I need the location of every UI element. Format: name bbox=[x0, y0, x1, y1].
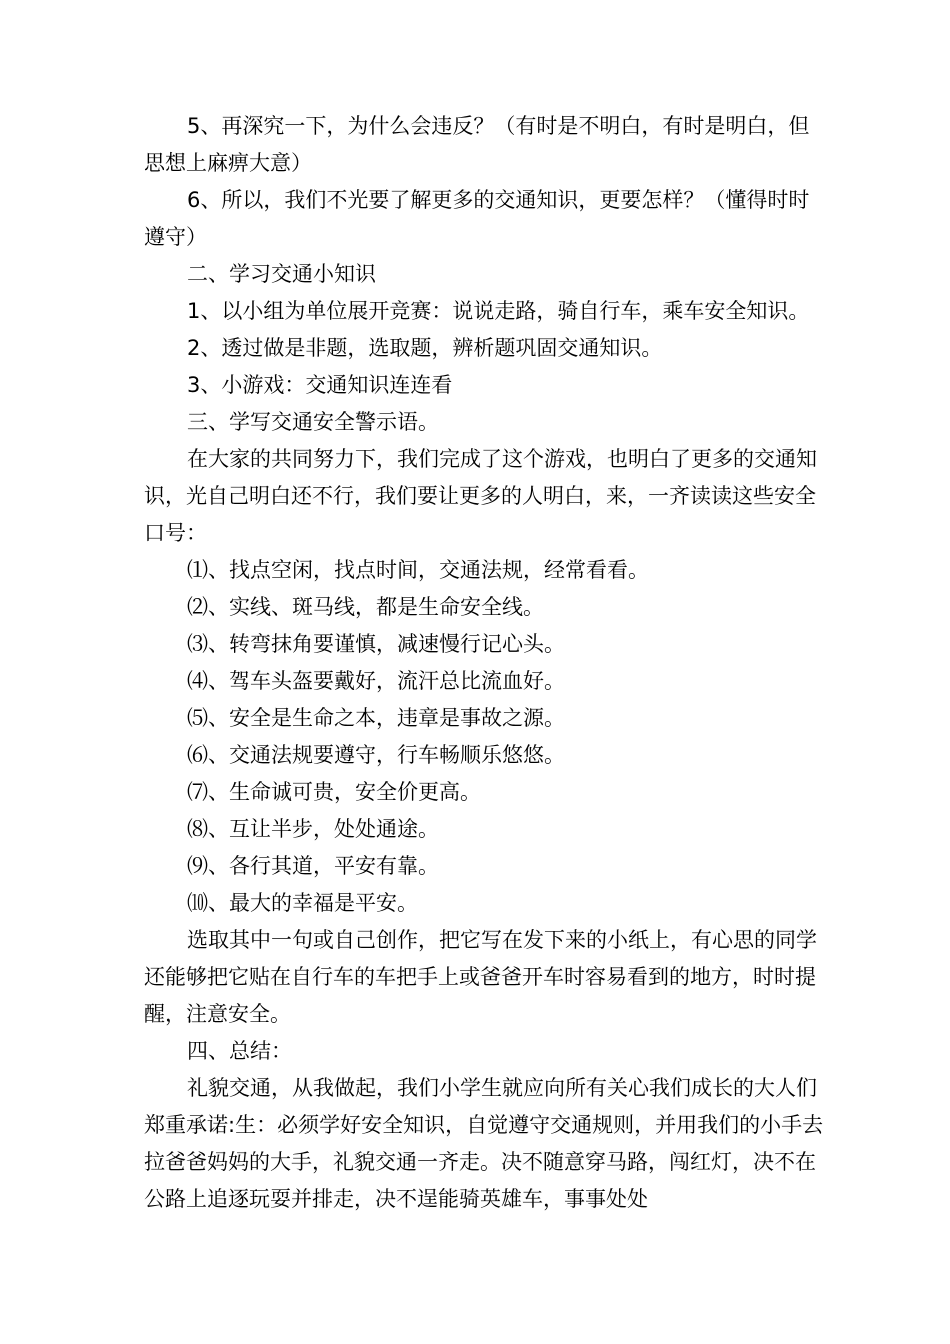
slogan-item-4: ⑷、驾车头盔要戴好，流汗总比流血好。 bbox=[187, 669, 565, 693]
slogan-item-9: ⑼、各行其道，平安有靠。 bbox=[187, 854, 439, 878]
document-body bbox=[144, 108, 824, 1218]
paragraph-item-2: 2、透过做是非题，选取题，辨析题巩固交通知识。 bbox=[187, 336, 663, 360]
paragraph-choose-slogan: 选取其中一句或自己创作，把它写在发下来的小纸上，有心思的同学还能够把它贴在自行车的车把手上或爸爸开车时容易看到的地方，时时提醒，注意安全。 bbox=[144, 928, 817, 1026]
section-heading-4: 四、总结： bbox=[187, 1039, 292, 1063]
section-heading-3: 三、学写交通安全警示语。 bbox=[187, 410, 439, 434]
slogan-item-7: ⑺、生命诚可贵，安全价更高。 bbox=[187, 780, 481, 804]
paragraph-item-1: 1、以小组为单位展开竞赛：说说走路，骑自行车，乘车安全知识。 bbox=[187, 299, 810, 323]
slogan-item-5: ⑸、安全是生命之本，违章是事故之源。 bbox=[187, 706, 565, 730]
paragraph-summary: 礼貌交通，从我做起，我们小学生就应向所有关心我们成长的大人们郑重承诺:生：必须学好安全知识，自觉遵守交通规则，并用我们的小手去拉爸爸妈妈的大手，礼貌交通一齐走。决不随意穿马路，闯红灯，决不在公路上追逐玩耍并排走，决不逞能骑英雄车，事事处处 bbox=[144, 1076, 824, 1211]
slogan-item-3: ⑶、转弯抹角要谨慎，减速慢行记心头。 bbox=[187, 632, 565, 656]
paragraph-question-6: 6、所以，我们不光要了解更多的交通知识，更要怎样？（懂得时时遵守） bbox=[144, 188, 810, 249]
paragraph-item-3: 3、小游戏：交通知识连连看 bbox=[187, 373, 453, 397]
slogan-item-8: ⑻、互让半步，处处通途。 bbox=[187, 817, 439, 841]
slogan-item-10: ⑽、最大的幸福是平安。 bbox=[187, 891, 418, 915]
paragraph-question-5: 5、再深究一下，为什么会违反？（有时是不明白，有时是明白，但思想上麻痹大意） bbox=[144, 114, 810, 175]
slogan-item-6: ⑹、交通法规要遵守，行车畅顺乐悠悠。 bbox=[187, 743, 565, 767]
paragraph-intro-slogans: 在大家的共同努力下，我们完成了这个游戏，也明白了更多的交通知识，光自己明白还不行，我们要让更多的人明白，来，一齐读读这些安全口号： bbox=[144, 447, 817, 545]
slogan-item-1: ⑴、找点空闲，找点时间，交通法规，经常看看。 bbox=[187, 558, 649, 582]
section-heading-2: 二、学习交通小知识 bbox=[187, 262, 376, 286]
slogan-item-2: ⑵、实线、斑马线，都是生命安全线。 bbox=[187, 595, 544, 619]
